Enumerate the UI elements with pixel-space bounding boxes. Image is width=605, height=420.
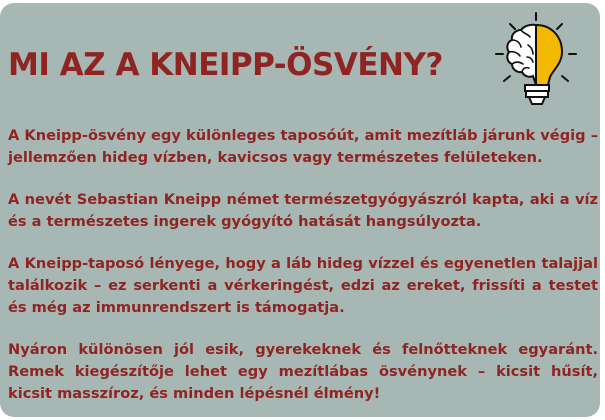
page-title: MI AZ A KNEIPP-ÖSVÉNY? xyxy=(8,47,443,83)
paragraph-summer: Nyáron különösen jól esik, gyerekeknek és felnőtteknek egyaránt. Remek kiegészítője lehet egy mezítlábas ösvénynek – kicsit hűsít, kicsit masszíroz, és minden lépésnél élmény! xyxy=(8,341,598,402)
paragraph-intro: A Kneipp-ösvény egy különleges taposóút, amit mezítláb járunk végig – jellemzően hideg vízben, kavicsos vagy természetes felületeken. xyxy=(8,127,598,166)
paragraph-origin: A nevét Sebastian Kneipp német természetgyógyászról kapta, aki a víz és a természetes ingerek gyógyító hatását hangsúlyozta. xyxy=(8,191,598,230)
paragraph-benefits: A Kneipp-taposó lényege, hogy a láb hideg vízzel és egyenetlen talajjal találkozik – ez serkenti a vérkeringést, edzi az ereket, frissíti a testet és még az immunrendszert is támogatja. xyxy=(8,255,598,316)
info-card xyxy=(0,3,600,417)
brain-lightbulb-icon xyxy=(492,11,582,115)
